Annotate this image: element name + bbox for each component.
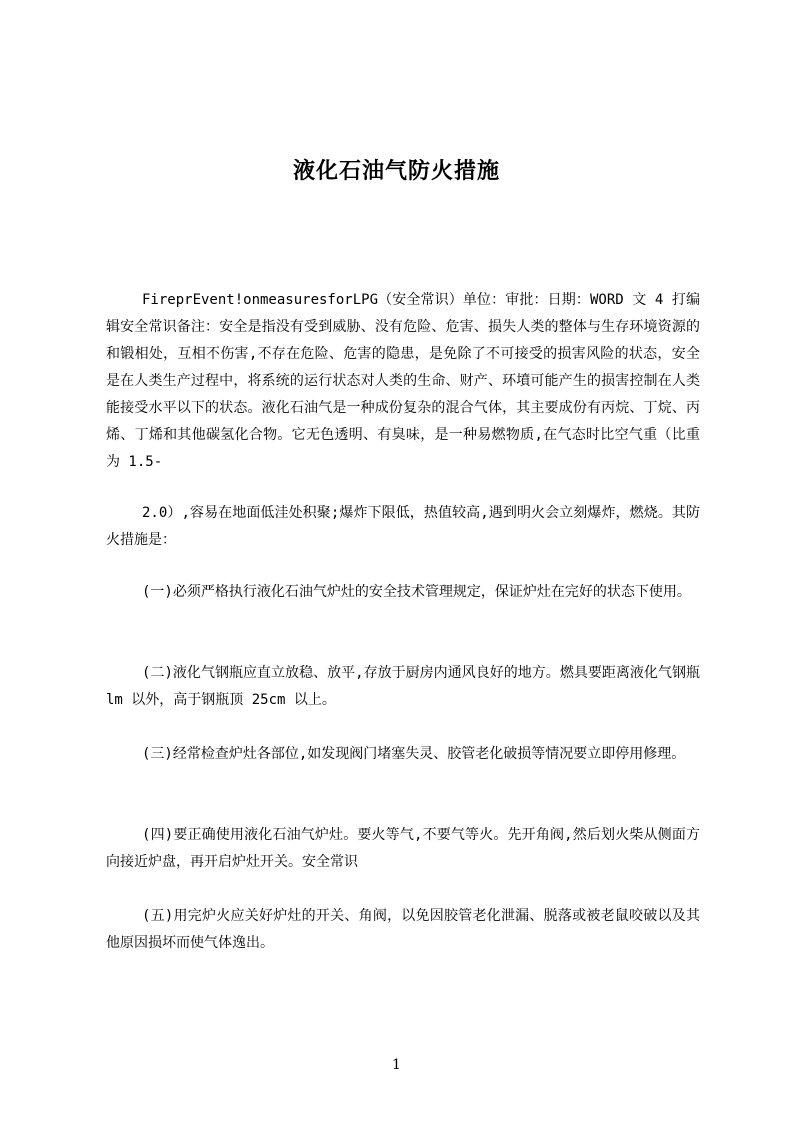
page-number: 1 [392, 1057, 401, 1073]
measure-item-2: (二)液化气钢瓶应直立放稳、放平,存放于厨房内通风良好的地方。燃具要距离液化气钢瓶 lm 以外，高于钢瓶顶 25cm 以上。 [106, 665, 700, 708]
page-title: 液化石油气防火措施 [292, 158, 500, 184]
measure-item-1: (一)必须严格执行液化石油气炉灶的安全技术管理规定，保证炉灶在完好的状态下使用。 [142, 584, 691, 600]
intro-continuation-paragraph: 2.0）,容易在地面低洼处积聚;爆炸下限低，热值较高,遇到明火会立刻爆炸，燃烧。其防火措施是： [106, 505, 700, 548]
measure-item-4: (四)要正确使用液化石油气炉灶。要火等气,不要气等火。先开角阀,然后划火柴从侧面方向接近炉盘，再开启炉灶开关。安全常识 [106, 827, 700, 870]
measure-item-3: (三)经常检查炉灶各部位,如发现阀门堵塞失灵、胶管老化破损等情况要立即停用修理。 [142, 746, 686, 762]
intro-paragraph: FireprEvent!onmeasuresforLPG（安全常识）单位：审批：日期：WORD 文 4 打编辑安全常识备注：安全是指没有受到威胁、没有危险、危害、损失人类的整体与生存环境资源的和锻相处，互相不伤害,不存在危险、危害的隐患，是免除了不可接受的损害风险的状态，安全是在人类生产过程中，将系统的运行状态对人类的生命、财产、环墳可能产生的损害控制在人类能接受水平以下的状态。液化石油气是一种成份复杂的混合气体，其主要成份有丙烷、丁烷、丙烯、丁烯和其他碳氢化合物。它无色透明、有臭味，是一种易燃物质,在气态时比空气重（比重为 1.5- [106, 292, 700, 470]
measure-item-5: (五)用完炉火应关好炉灶的开关、角阀，以免因胶管老化泄漏、脱落或被老鼠咬破以及其他原因损坏而使气体逸出。 [106, 908, 700, 951]
